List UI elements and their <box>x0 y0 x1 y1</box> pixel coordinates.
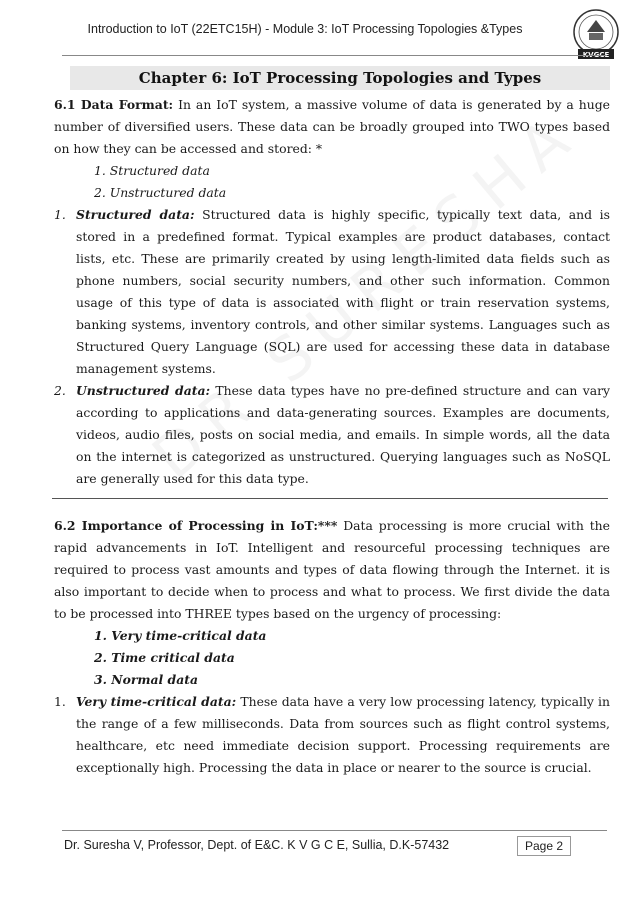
section-6-1-heading: 6.1 Data Format: <box>54 97 174 112</box>
college-logo <box>568 6 624 62</box>
unstructured-data-text: These data types have no pre-defined structure and can vary according to applications and data-generating sources. Examples are documents, videos, audio files, posts on social media, and emails. In simple words, all the data on the internet is categorized as unstructured. Querying languages such as NoSQL are generally used for this data type. <box>76 383 611 486</box>
section-6-2-text: Data processing is more crucial with the rapid advancements in IoT. Intelligent and resourceful processing techniques are required to process vast amounts and types of data flowing through the Internet. it is also important to decide when to process and what to process. We first divide the data to be processed into THREE types based on the urgency of processing: <box>54 518 610 621</box>
structured-data-item <box>54 204 610 380</box>
unstructured-data-item <box>54 380 610 490</box>
page-number: Page 2 <box>517 836 571 856</box>
data-type-structured: 1. Structured data <box>94 163 210 178</box>
item-number: 2. <box>54 383 66 398</box>
data-type-unstructured: 2. Unstructured data <box>94 185 227 200</box>
very-time-critical-item <box>54 691 610 779</box>
section-6-1-intro <box>54 94 610 160</box>
urgency-type-normal: 3. Normal data <box>94 672 198 687</box>
running-header: Introduction to IoT (22ETC15H) - Module 3: IoT Processing Topologies &Types <box>87 22 523 36</box>
very-time-critical-text: These data have a very low processing latency, typically in the range of a few milliseconds. Data from sources such as flight control systems, healthcare, etc need immediate decision support. Processing requirements are exceptionally high. Processing the data in place or nearer to the source is crucial. <box>76 694 610 775</box>
footer-divider <box>62 830 607 831</box>
item-number: 1. <box>54 207 66 222</box>
section-6-2-heading: 6.2 Importance of Processing in IoT:*** <box>54 518 338 533</box>
chapter-title: Chapter 6: IoT Processing Topologies and Types <box>138 69 542 87</box>
very-time-critical-term: Very time-critical data: <box>76 694 237 709</box>
footer-author: Dr. Suresha V, Professor, Dept. of E&C. K V G C E, Sullia, D.K-57432 <box>64 838 450 852</box>
structured-data-term: Structured data: <box>76 207 195 222</box>
unstructured-data-term: Unstructured data: <box>76 383 211 398</box>
urgency-type-very-time-critical: 1. Very time-critical data <box>94 628 267 643</box>
urgency-type-time-critical: 2. Time critical data <box>94 650 235 665</box>
page-body <box>54 94 610 779</box>
structured-data-text: Structured data is highly specific, typically text data, and is stored in a predefined format. Typical examples are product databases, contact lists, etc. These are primarily created by using length-limited data fields such as phone numbers, social security numbers, and other such information. Common usage of this type of data is associated with flight or train reservation systems, banking systems, inventory controls, and other similar systems. Languages such as Structured Query Language (SQL) are used for accessing these data in database management systems. <box>76 207 610 376</box>
section-6-1-text: In an IoT system, a massive volume of data is generated by a huge number of diversified users. These data can be broadly grouped into TWO types based on how they can be accessed and stored: * <box>54 97 611 156</box>
item-number: 1. <box>54 694 66 709</box>
section-6-2-intro <box>54 515 610 625</box>
logo-text: KVGCE <box>582 51 610 59</box>
header-divider <box>62 55 607 56</box>
section-divider <box>52 498 608 499</box>
